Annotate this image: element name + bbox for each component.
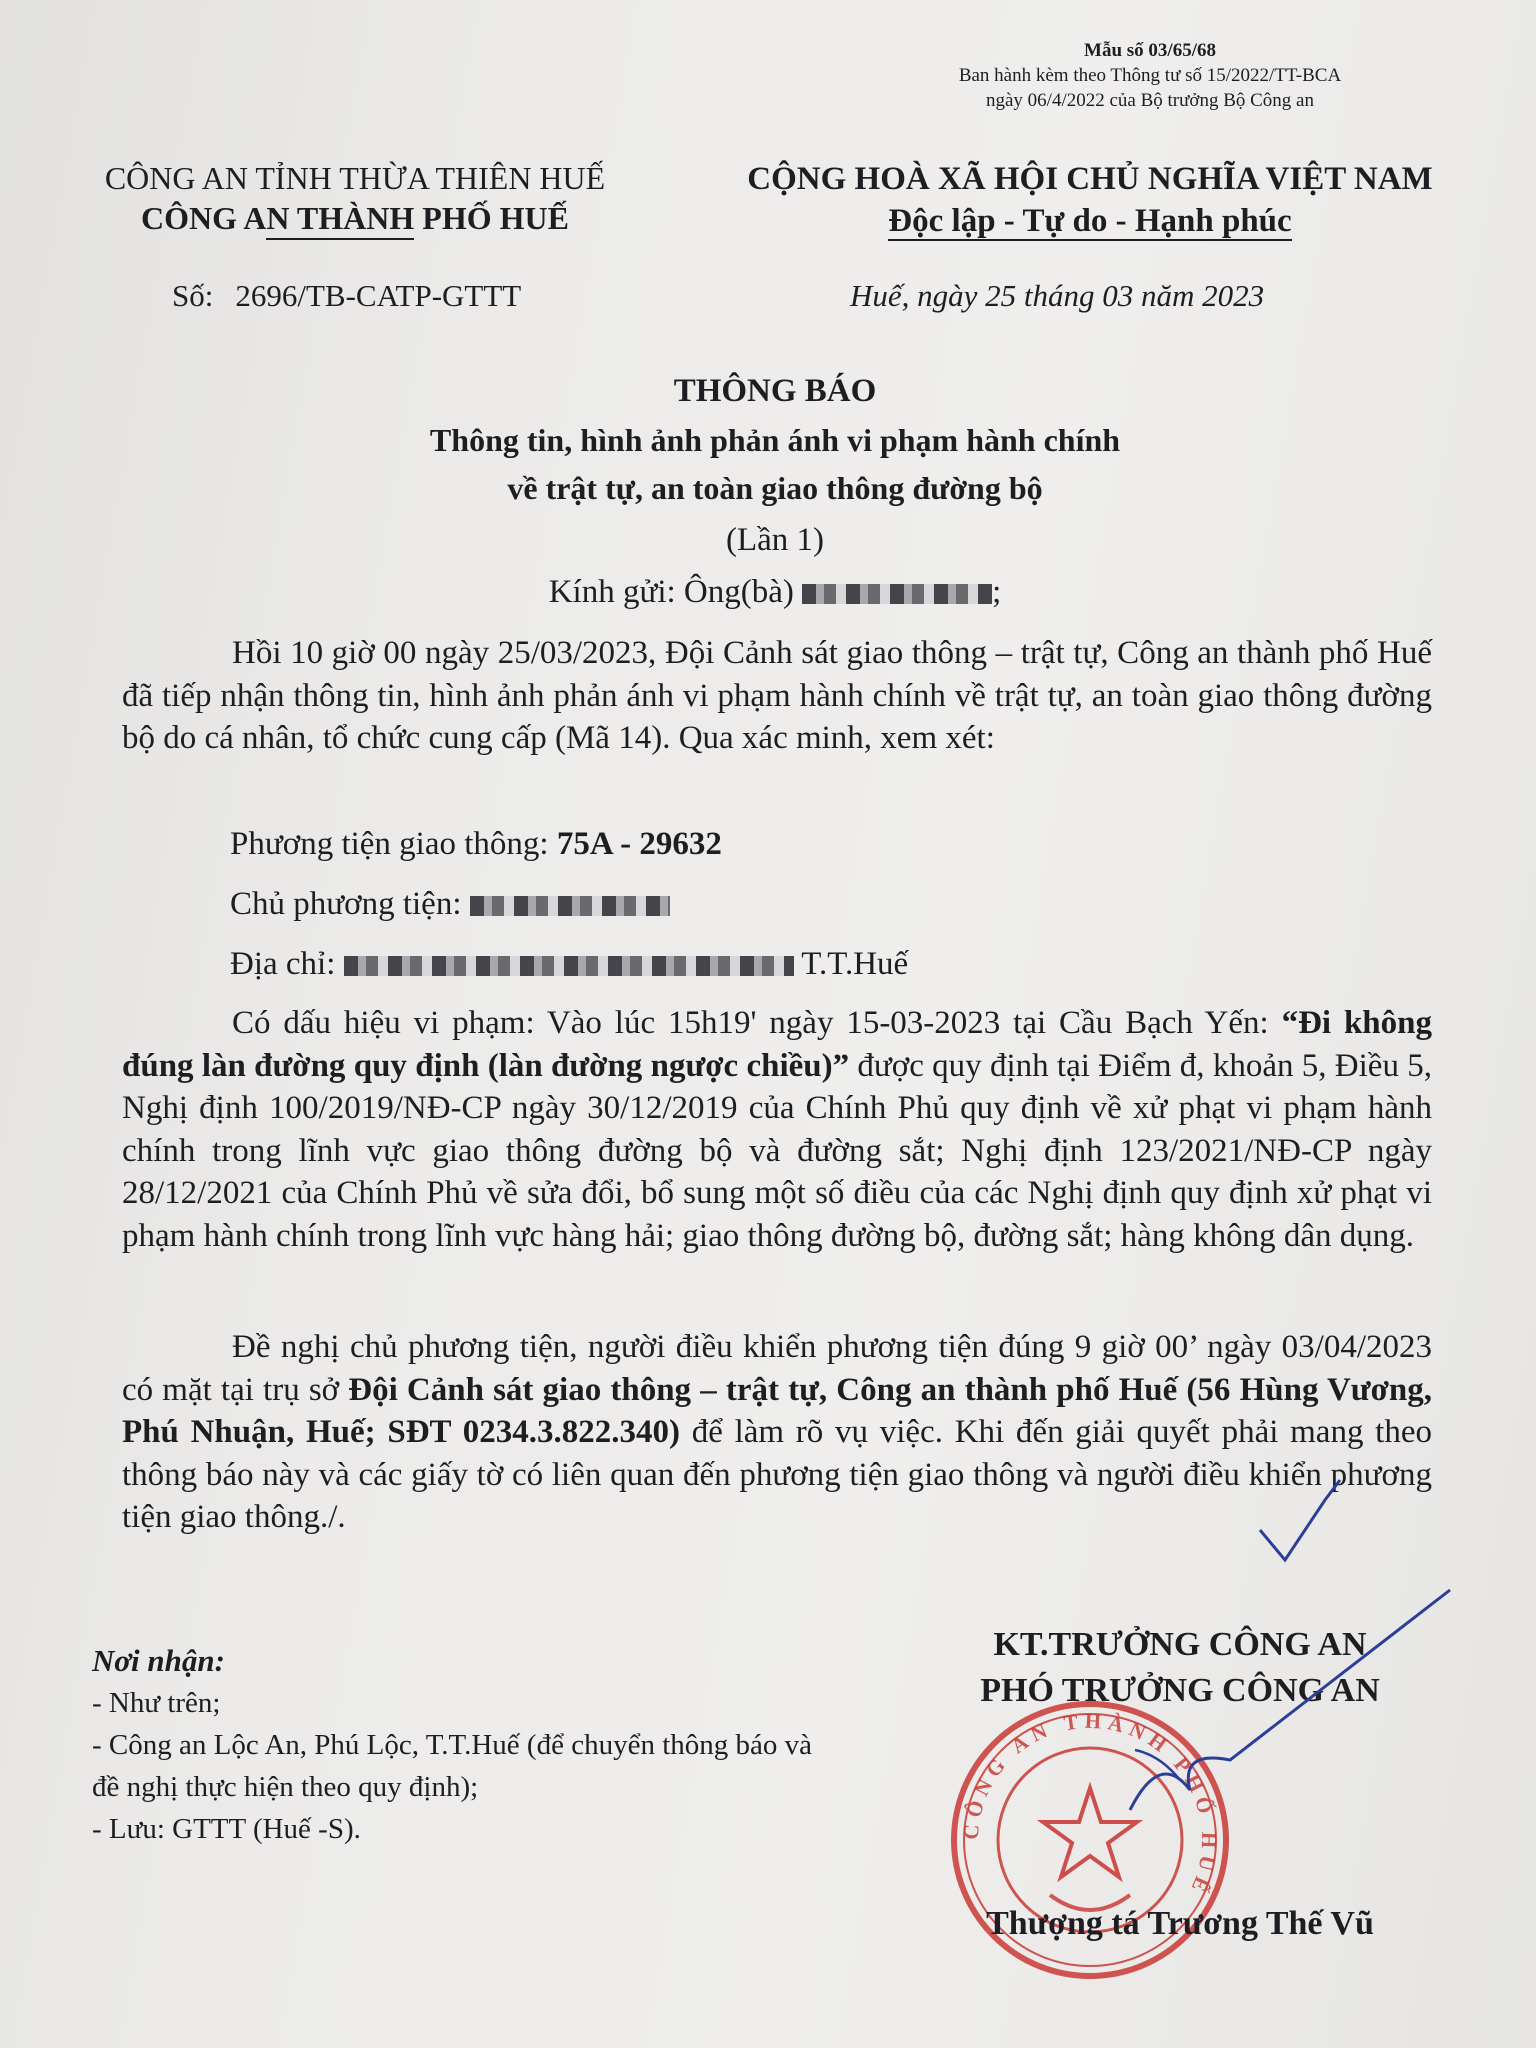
form-number: Mẫu số 03/65/68 <box>1084 40 1216 61</box>
document-number-value: 2696/TB-CATP-GTTT <box>235 278 522 313</box>
violation-legal-basis: được quy định tại Điểm đ, khoản 5, Điều 5, Nghị định 100/2019/NĐ-CP ngày 30/12/2019 của Chính Phủ quy định về xử phạt vi phạm hành chính trong lĩnh vực giao thông đường bộ và đường sắt; Nghị định 123/2021/NĐ-CP ngày 28/12/2021 của Chính Phủ về sửa đổi, bổ sung một số điều của các Nghị định quy định xử phạt vi phạm hành chính trong lĩnh vực hàng hải; giao thông đường bộ, đường sắt; hàng không dân dụng. <box>122 1047 1432 1254</box>
agency-name <box>70 198 640 238</box>
agency-name-part3: PHỐ HUẾ <box>414 200 569 236</box>
signer-name: Thượng tá Trương Thế Vũ <box>986 1905 1374 1942</box>
document-title <box>180 366 1370 512</box>
attempt-number: (Lần 1) <box>725 522 825 558</box>
violation-intro: Có dấu hiệu vi phạm: Vào lúc 15h19' ngày 15-03-2023 tại Cầu Bạch Yến: <box>232 1005 1282 1041</box>
vehicle-field <box>230 826 722 863</box>
request-office: Đội Cảnh sát giao thông – trật tự, Công an thành phố Huế (56 Hùng Vương, Phú Nhuận, Huế; SĐT 0234.3.822.340) <box>122 1371 1432 1450</box>
redacted-name <box>802 584 992 604</box>
paragraph-violation <box>122 1002 1432 1257</box>
paragraph-intro-text: Hồi 10 giờ 00 ngày 25/03/2023, Đội Cảnh sát giao thông – trật tự, Công an thành phố Huế đã tiếp nhận thông tin, hình ảnh phản ánh vi phạm hành chính về trật tự, an toàn giao thông đường bộ do cá nhân, tổ chức cung cấp (Mã 14). Qua xác minh, xem xét: <box>122 635 1432 756</box>
document-date: Huế, ngày 25 tháng 03 năm 2023 <box>850 278 1265 313</box>
address-tail: T.T.Huế <box>801 946 909 982</box>
national-motto: Độc lập - Tự do - Hạnh phúc <box>888 203 1292 239</box>
agency-parent: CÔNG AN TỈNH THỪA THIÊN HUẾ <box>104 160 606 196</box>
redacted-owner <box>470 896 670 916</box>
document-number-label: Số: <box>172 278 214 313</box>
vehicle-label: Phương tiện giao thông: <box>230 826 557 862</box>
title-main: THÔNG BÁO <box>673 373 877 409</box>
stamp-text: CÔNG AN THÀNH PHỐ HUẾ <box>958 1708 1222 1901</box>
country-name: CỘNG HOÀ XÃ HỘI CHỦ NGHĨA VIỆT NAM <box>747 161 1433 197</box>
recipients-heading: Nơi nhận: <box>92 1643 225 1678</box>
recipient-label: Kính gửi: Ông(bà) <box>548 574 794 610</box>
national-header <box>690 158 1490 242</box>
request-rest: để làm rõ vụ việc. Khi đến giải quyết phải mang theo thông báo này và các giấy tờ có liên quan đến phương tiện giao thông và người điều khiển phương tiện giao thông./. <box>122 1414 1432 1535</box>
title-sub2: về trật tự, an toàn giao thông đường bộ <box>507 470 1043 506</box>
recipient-item: - Như trên; <box>92 1687 221 1719</box>
signature-line2: PHÓ TRƯỞNG CÔNG AN <box>980 1672 1380 1709</box>
recipient-line <box>180 574 1370 611</box>
address-label: Địa chỉ: <box>230 946 344 982</box>
recipient-end: ; <box>992 574 1002 610</box>
vehicle-plate: 75A - 29632 <box>556 826 722 862</box>
owner-label: Chủ phương tiện: <box>230 886 470 922</box>
signature-line1: KT.TRƯỞNG CÔNG AN <box>993 1626 1367 1663</box>
document-number <box>172 278 521 314</box>
agency-name-part1: CÔNG A <box>141 200 267 236</box>
recipients-block <box>92 1640 832 1850</box>
agency-header <box>70 158 640 238</box>
recipient-item: - Công an Lộc An, Phú Lộc, T.T.Huế (để chuyển thông báo và đề nghị thực hiện theo quy định); <box>92 1729 813 1803</box>
violation-description: “Đi không đúng làn đường quy định (làn đường ngược chiều)” <box>122 1005 1432 1084</box>
paragraph-intro <box>122 632 1432 760</box>
agency-name-part2: N THÀNH <box>266 200 414 240</box>
handwritten-signature <box>1100 1390 1500 1820</box>
owner-field <box>230 886 670 923</box>
address-field <box>230 946 908 983</box>
redacted-address <box>344 956 794 976</box>
form-reference <box>880 38 1420 113</box>
form-issued-line2: ngày 06/4/2022 của Bộ trưởng Bộ Công an <box>985 90 1314 111</box>
request-intro: Đề nghị chủ phương tiện, người điều khiển phương tiện đúng 9 giờ 00’ ngày 03/04/2023 có mặt tại trụ sở <box>122 1329 1432 1408</box>
recipient-item: - Lưu: GTTT (Huế -S). <box>92 1813 361 1845</box>
paragraph-violation-text <box>122 1002 1432 1257</box>
form-issued-line1: Ban hành kèm theo Thông tư số 15/2022/TT-BCA <box>958 65 1342 86</box>
title-sub1: Thông tin, hình ảnh phản ánh vi phạm hành chính <box>429 422 1121 458</box>
